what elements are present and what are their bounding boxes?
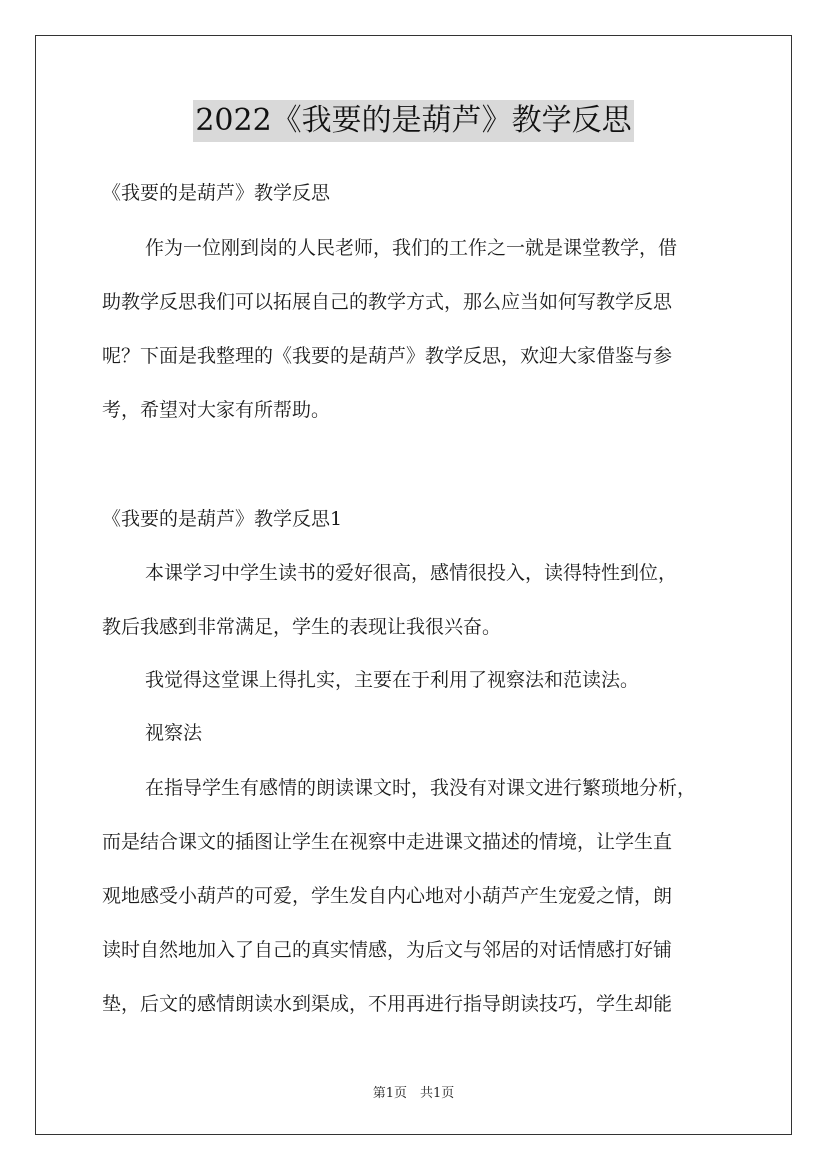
intro-line-2: 助教学反思我们可以拓展自己的教学方式，那么应当如何写教学反思: [102, 291, 673, 313]
paragraph-4-line-1: 在指导学生有感情的朗读课文时，我没有对课文进行繁琐地分析，: [145, 777, 697, 799]
paragraph-4-line-5: 垫，后文的感情朗读水到渠成，不用再进行指导朗读技巧，学生却能: [102, 993, 673, 1015]
page-footer: 第1页 共1页: [372, 1086, 455, 1101]
intro-line-4: 考，希望对大家有所帮助。: [102, 399, 331, 421]
paragraph-4-line-4: 读时自然地加入了自己的真实情感，为后文与邻居的对话情感打好铺: [102, 939, 673, 961]
paragraph-1-line-1: 本课学习中学生读书的爱好很高，感情很投入，读得特性到位，: [145, 562, 678, 584]
document-title: 2022《我要的是葫芦》教学反思: [193, 100, 633, 142]
paragraph-4-line-2: 而是结合课文的插图让学生在视察中走进课文描述的情境，让学生直: [102, 831, 673, 853]
intro-line-1: 作为一位刚到岗的人民老师，我们的工作之一就是课堂教学，借: [145, 237, 678, 259]
paragraph-1-line-2: 教后我感到非常满足，学生的表现让我很兴奋。: [102, 616, 502, 638]
paragraph-3-heading: 视察法: [145, 722, 203, 744]
paragraph-2: 我觉得这堂课上得扎实，主要在于利用了视察法和范读法。: [145, 669, 640, 691]
paragraph-4-line-3: 观地感受小葫芦的可爱，学生发自内心地对小葫芦产生宠爱之情，朗: [102, 885, 673, 907]
title-wrap: [0, 100, 827, 142]
section-heading-1: 《我要的是葫芦》教学反思1: [102, 508, 343, 530]
intro-line-3: 呢？下面是我整理的《我要的是葫芦》教学反思，欢迎大家借鉴与参: [102, 345, 673, 367]
subtitle: 《我要的是葫芦》教学反思: [102, 182, 331, 204]
